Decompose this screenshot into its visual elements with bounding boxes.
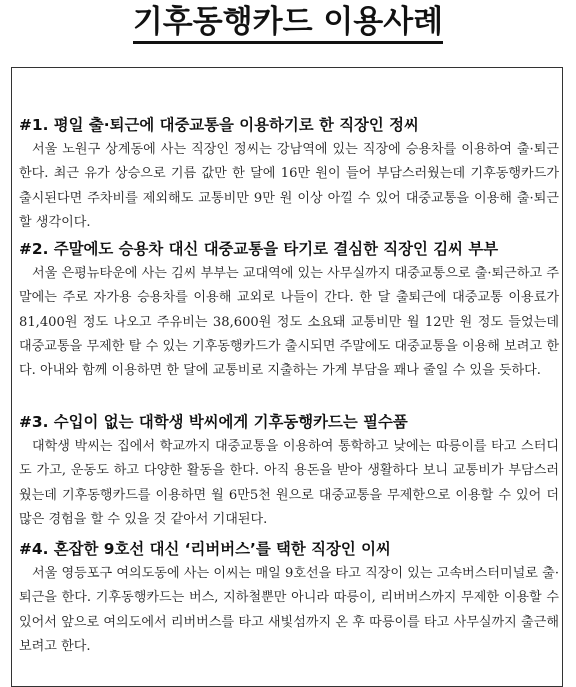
document-title: [0, 2, 576, 42]
case-3: [19, 411, 559, 532]
case-4: [19, 538, 559, 659]
case-body: 서울 은평뉴타운에 사는 김씨 부부는 교대역에 있는 사무실까지 대중교통으로 출·퇴근하고 주말에는 주로 자가용 승용차를 이용해 교외로 나들이 간다. 한 달 출퇴근에 대중교통 이용료가 81,400원 정도 나오고 주유비는 38,600원 정도 소요돼 교통비만 월 12만 원 정도 들었는데 대중교통을 무제한 탈 수 있는 기후동행카드가 출시되면 주말에도 대중교통을 이용해 보려고 한다. 아내와 함께 이용하면 한 달에 교통비로 지출하는 가계 부담을 꽤나 줄일 수 있을 듯하다.: [19, 266, 559, 379]
case-2: [19, 238, 559, 383]
case-body: 서울 노원구 상계동에 사는 직장인 정씨는 강남역에 있는 직장에 승용차를 이용하여 출·퇴근한다. 최근 유가 상승으로 기름 값만 한 달에 16만 원이 들어 부담스러웠는데 기후동행카드가 출시된다면 주차비를 제외해도 교통비만 9만 원 이상 아낄 수 있어 대중교통을 이용해 출·퇴근할 생각이다.: [19, 142, 559, 230]
case-heading: #3. 수입이 없는 대학생 박씨에게 기후동행카드는 필수품: [19, 413, 408, 431]
document-title-text: 기후동행카드 이용사례: [133, 4, 443, 44]
case-1: [19, 114, 559, 235]
case-heading: #2. 주말에도 승용차 대신 대중교통을 타기로 결심한 직장인 김씨 부부: [19, 240, 499, 258]
case-heading: #4. 혼잡한 9호선 대신 ‘리버버스’를 택한 직장인 이씨: [19, 540, 391, 558]
case-heading: #1. 평일 출·퇴근에 대중교통을 이용하기로 한 직장인 정씨: [19, 116, 419, 134]
case-body: 서울 영등포구 여의도동에 사는 이씨는 매일 9호선을 타고 직장이 있는 고속버스터미널로 출·퇴근을 한다. 기후동행카드는 버스, 지하철뿐만 아니라 따릉이, 리버버스까지 무제한 이용할 수 있어서 앞으로 여의도에서 리버버스를 타고 새빛섬까지 온 후 따릉이를 타고 사무실까지 출근해 보려고 한다.: [19, 566, 559, 654]
case-body: 대학생 박씨는 집에서 학교까지 대중교통을 이용하여 통학하고 낮에는 따릉이를 타고 스터디도 가고, 운동도 하고 다양한 활동을 한다. 아직 용돈을 받아 생활하다 보니 교통비가 부담스러웠는데 기후동행카드를 이용하면 월 6만5천 원으로 대중교통을 무제한으로 이용할 수 있어 더 많은 경험을 할 수 있을 것 같아서 기대된다.: [19, 439, 559, 527]
